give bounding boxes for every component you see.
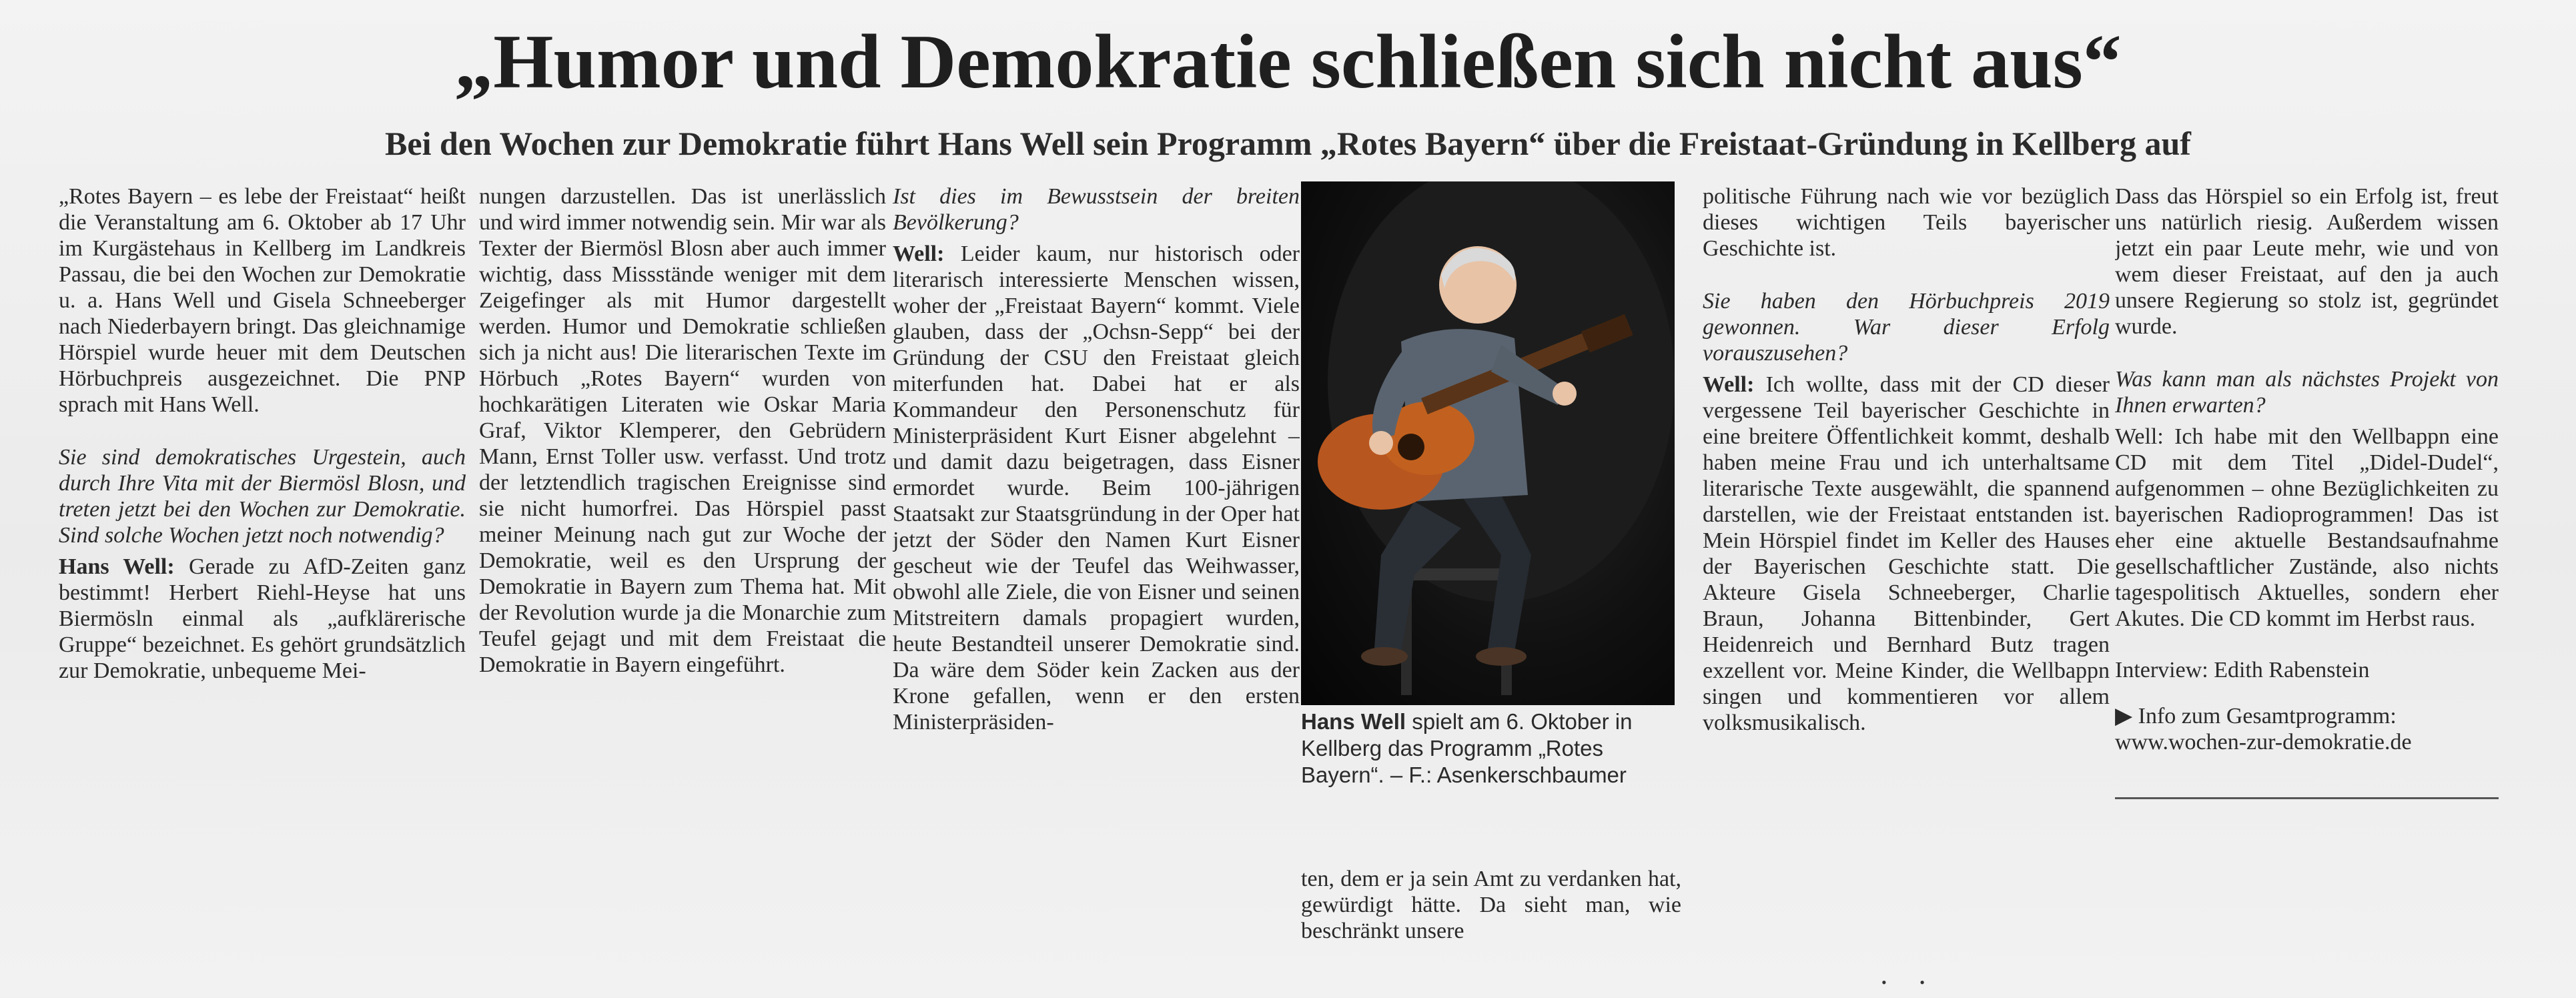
column-rule: [2115, 797, 2499, 799]
column-5-text: politische Führung nach wie vor bezüglich dieses wichtigen Teils bayerischer Geschichte ist.: [1703, 184, 2110, 261]
interview-credit: Interview: Edith Rabenstein: [2115, 658, 2370, 682]
column-4-continuation: ten, dem er ja sein Amt zu verdanken hat, gewürdigt hätte. Da sieht man, wie beschränkt unsere: [1301, 867, 1681, 943]
column-2: [479, 183, 886, 951]
answer-2-speaker: Well:: [893, 241, 945, 266]
info-block: [2115, 703, 2499, 755]
column-2-text: nungen darzustellen. Das ist unerlässlich und wird immer notwendig sein. Mir war als Texter der Biermösl Blosn aber auch immer wichtig, dass Missstände weniger mit dem Zeigefinger als mit Humor dargestellt werden. Humor und Demokratie schließen sich ja nicht aus! Die literarischen Texte im Hörbuch „Rotes Bayern“ wurden von hochkarätigen Literaten wie Oskar Maria Graf, Viktor Klemperer, den Gebrüdern Mann, Ernst Toller usw. verfasst. Und trotz der letztendlich tragischen Ereignisse sind sie nicht humorfrei. Das Hörspiel passt meiner Meinung nach gut zur Woche der Demokratie, weil es den Ursprung der Demokratie in Bayern zum Thema hat. Mit der Revolution wurde ja die Monarchie zum Teufel gejagt und mit dem Freistaat die Demokratie in Bayern eingeführt.: [479, 184, 886, 677]
question-1: Sie sind demokratisches Urgestein, auch durch Ihre Vita mit der Biermösl Blosn, und treten jetzt bei den Wochen zur Demokratie. Sind solche Wochen jetzt noch notwendig?: [59, 445, 466, 548]
question-2: Ist dies im Bewusstsein der breiten Bevölkerung?: [893, 184, 1300, 235]
answer-3: [1703, 372, 2110, 736]
caption-text: spielt am 6. Oktober in Kellberg das Programm „Rotes Bayern“. – F.: Asenkerschbaumer: [1301, 709, 1633, 787]
answer-1: [59, 554, 466, 684]
intro-paragraph: „Rotes Bayern – es lebe der Freistaat“ heißt die Veranstaltung am 6. Oktober ab 17 Uhr im Kurgästehaus in Kellberg im Landkreis Passau, die bei den Wochen zur Demokratie u. a. Hans Well und Gisela Schneeberger nach Niederbayern bringt. Das gleichnamige Hörspiel wurde heuer mit dem Deutschen Hörbuchpreis ausgezeichnet. Die PNP sprach mit Hans Well.: [59, 184, 466, 417]
answer-4: Well: Ich habe mit den Wellbappn eine CD mit dem Titel „Didel-Dudel“, aufgenommen – ohne Bezüglichkeiten zu bayerischen Radioprogrammen! Das ist eher eine aktuelle Bestandsaufnahme gesellschaftlicher Zustände, also nichts tagespolitisch Aktuelles, sondern eher Akutes. Die CD kommt im Herbst raus.: [2115, 424, 2499, 631]
info-url: www.wochen-zur-demokratie.de: [2115, 730, 2412, 755]
caption-name: Hans Well: [1301, 709, 1406, 734]
question-4: Was kann man als nächstes Projekt von Ihnen erwarten?: [2115, 367, 2499, 418]
info-label: Info zum Gesamtprogramm:: [2138, 704, 2397, 728]
column-1: [59, 183, 466, 951]
question-3: Sie haben den Hörbuchpreis 2019 gewonnen. War dieser Erfolg vorauszusehen?: [1703, 289, 2110, 366]
column-3: [893, 183, 1300, 951]
headline: „Humor und Demokratie schließen sich nicht aus“: [454, 19, 2122, 105]
answer-3-speaker: Well:: [1703, 372, 1755, 397]
column-6: [2115, 183, 2499, 951]
answer-1-speaker: Hans Well:: [59, 554, 175, 579]
arrow-right-icon: ▶: [2115, 704, 2133, 728]
column-6-text: Dass das Hörspiel so ein Erfolg ist, freut uns natürlich riesig. Außerdem wissen jetzt ein paar Leute mehr, wie und von wem dieser Freistaat, auf den ja auch unsere Regierung so stolz ist, gegründet wurde.: [2115, 184, 2499, 339]
photo-hans-well: [1301, 181, 1675, 705]
column-5: [1703, 183, 2110, 951]
photo-caption: [1301, 708, 1681, 789]
answer-1-text: Gerade zu AfD-Zeiten ganz bestimmt! Herbert Riehl-Heyse hat uns Biermösln einmal als „aufklärerische Gruppe“ bezeichnet. Es gehört grundsätzlich zur Demokratie, unbequeme Mei-: [59, 554, 466, 683]
bottom-dots: • •: [1881, 974, 1940, 991]
answer-2: [893, 241, 1300, 735]
guitarist-illustration: [1301, 181, 1675, 705]
answer-3-text: Ich wollte, dass mit der CD dieser vergessene Teil bayerischer Geschichte in eine breitere Öffentlichkeit kommt, deshalb haben meine Frau und ich unterhaltsame literarische Texte ausgewählt, die spannend darstellen, wie der Freistaat entstanden ist. Mein Hörspiel findet im Keller des Hauses der Bayerischen Geschichte statt. Die Akteure Gisela Schneeberger, Charlie Braun, Johanna Bittenbinder, Gert Heidenreich und Bernhard Butz tragen exzellent vor. Meine Kinder, die Wellbappn singen und kommentieren vor allem volksmusikalisch.: [1703, 372, 2110, 735]
answer-2-text: Leider kaum, nur historisch oder literarisch interessierte Menschen wissen, woher der „Freistaat Bayern“ kommt. Viele glauben, dass der „Ochsn-Sepp“ bei der Gründung der CSU den Freistaat gleich miterfunden hat. Dabei hat er als Kommandeur den Personenschutz für Ministerpräsident Kurt Eisner abgelehnt – und damit dazu beigetragen, dass Eisner ermordet wurde. Beim 100-jährigen Staatsakt zur Staatsgründung in der Oper hat jetzt der Söder den Namen Kurt Eisner gescheut wie der Teufel das Weihwasser, obwohl alle Ziele, die von Eisner und seinen Mitstreitern damals propagiert wurden, heute Bestandteil unserer Demokratie sind. Da wäre dem Söder kein Zacken aus der Krone gefallen, wenn er den ersten Ministerpräsiden-: [893, 241, 1300, 734]
subheadline: Bei den Wochen zur Demokratie führt Hans Well sein Programm „Rotes Bayern“ über die Freistaat-Gründung in Kellberg auf: [385, 125, 2191, 162]
